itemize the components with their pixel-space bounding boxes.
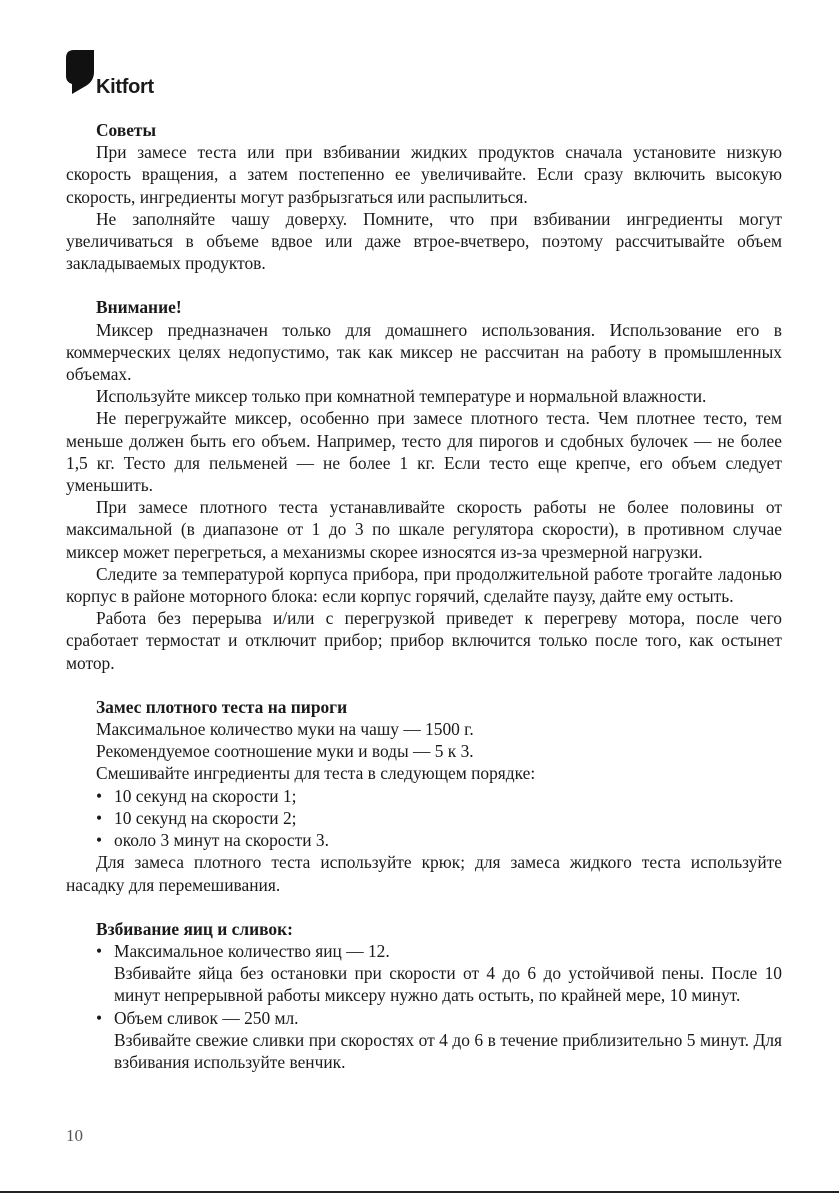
warning-paragraph-1: Миксер предназначен только для домашнего использования. Использование его в коммерческих целях недопустимо, так как миксер не рассчитан на работу в промышленных объемах. xyxy=(66,319,782,385)
tips-section xyxy=(66,119,782,274)
dough-steps-list xyxy=(66,785,782,852)
whipping-item-2-text: Взбивайте свежие сливки при скоростях от 4 до 6 в течение приблизительно 5 минут. Для взбивания используйте венчик. xyxy=(114,1029,782,1072)
warning-paragraph-4: При замесе плотного теста устанавливайте скорость работы не более половины от максимальной (в диапазоне от 1 до 3 по шкале регулятора скорости), в противном случае миксер может перегреться, а механизмы скорее износятся из-за чрезмерной нагрузки. xyxy=(66,497,782,562)
warning-paragraph-6: Работа без перерыва и/или с перегрузкой приведет к перегреву мотора, после чего сработает термостат и отключит прибор; прибор включится только после того, как остынет мотор. xyxy=(66,608,782,673)
warning-paragraph-5: Следите за температурой корпуса прибора, при продолжительной работе трогайте ладонью корпус в районе моторного блока: если корпус горячий, сделайте паузу, дайте ему остыть. xyxy=(66,563,782,607)
dough-paragraph-end: Для замеса плотного теста используйте крюк; для замеса жидкого теста используйте насадку для перемешивания. xyxy=(66,852,782,895)
tips-paragraph-1: При замесе теста или при взбивании жидких продуктов сначала установите низкую скорость вращения, а затем постепенно ее увеличивайте. Если сразу включить высокую скорость, ингредиенты могут разбрызгаться или распылиться. xyxy=(66,142,782,207)
tips-heading: Советы xyxy=(96,120,157,140)
tips-paragraph-2: Не заполняйте чашу доверху. Помните, что при взбивании ингредиенты могут увеличиваться в объеме вдвое или даже втрое-вчетверо, поэтому рассчитывайте объем закладываемых продуктов. xyxy=(66,208,782,274)
warning-section xyxy=(66,296,782,673)
dough-line-3: Смешивайте ингредиенты для теста в следующем порядке: xyxy=(96,763,536,784)
warning-heading: Внимание! xyxy=(96,297,182,318)
whipping-list-2 xyxy=(66,1007,782,1029)
dough-line-2: Рекомендуемое соотношение муки и воды — 5 к 3. xyxy=(96,741,474,762)
kitfort-logo-icon xyxy=(66,50,94,94)
page-content xyxy=(66,119,782,1073)
whipping-heading: Взбивание яиц и сливок: xyxy=(96,918,293,939)
page-number: 10 xyxy=(66,1126,83,1145)
warning-paragraph-3: Не перегружайте миксер, особенно при замесе плотного теста. Чем плотнее тесто, тем меньше должен быть его объем. Например, тесто для пирогов и сдобных булочек — не более 1,5 кг. Тесто для пельменей — не более 1 кг. Если тесто еще крепче, его объем следует уменьшить. xyxy=(66,408,782,496)
whipping-section xyxy=(66,918,782,1073)
list-item: • Максимальное количество яиц — 12. xyxy=(66,940,782,962)
kitfort-logo xyxy=(66,50,176,100)
warning-paragraph-2: Используйте миксер только при комнатной температуре и нормальной влажности. xyxy=(96,386,707,407)
list-item: • 10 секунд на скорости 2; xyxy=(66,807,782,829)
whipping-list xyxy=(66,940,782,962)
list-item: • около 3 минут на скорости 3. xyxy=(66,829,782,851)
brand-name: Kitfort xyxy=(96,76,154,98)
dough-line-1: Максимальное количество муки на чашу — 1500 г. xyxy=(96,719,474,740)
dough-heading: Замес плотного теста на пироги xyxy=(96,696,348,717)
list-item: • Объем сливок — 250 мл. xyxy=(66,1007,782,1029)
dough-section xyxy=(66,696,782,896)
list-item: • 10 секунд на скорости 1; xyxy=(66,785,782,807)
whipping-item-1-text: Взбивайте яйца без остановки при скорости от 4 до 6 до устойчивой пены. После 10 минут непрерывной работы миксеру нужно дать остыть, по крайней мере, 10 минут. xyxy=(114,963,782,1006)
